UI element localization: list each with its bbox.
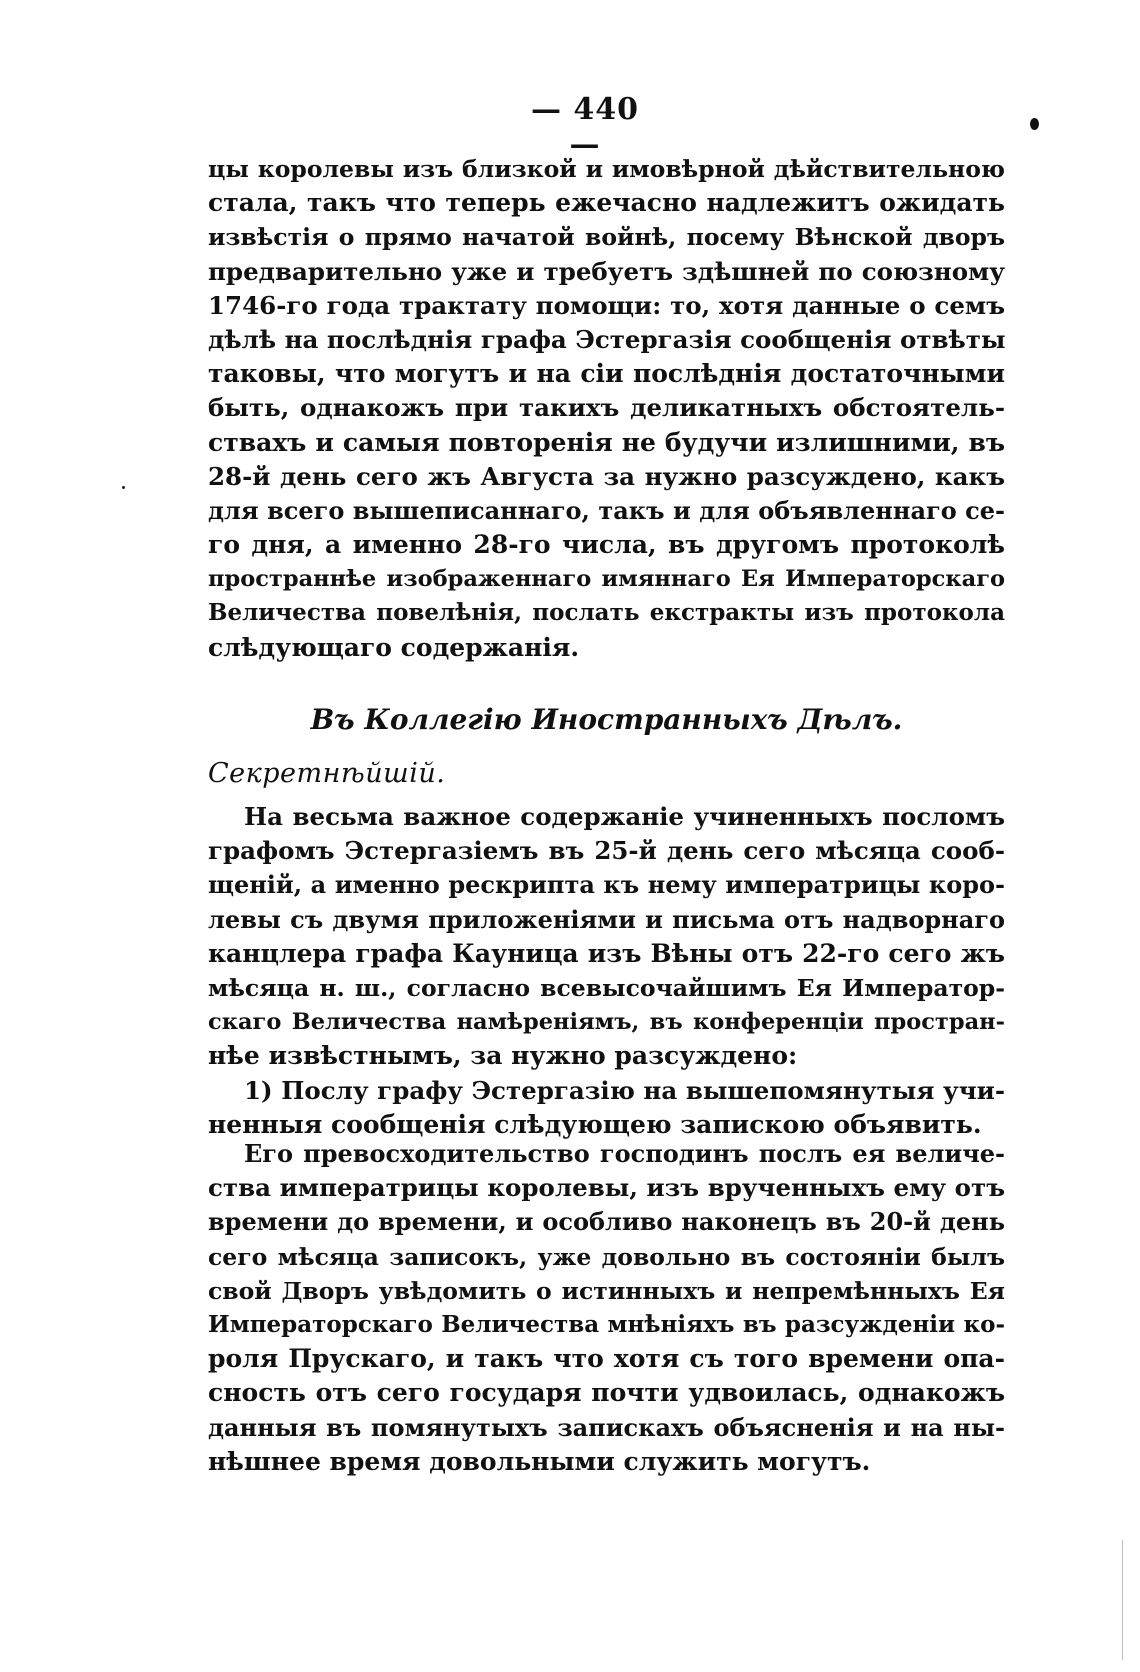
text-line: мѣсяца н. ш., согласно всевысочайшимъ Ея Император- [208,973,1005,1002]
ink-speck [122,486,125,489]
text-line: времени до времени, и особливо наконецъ въ 20-й день [208,1207,1005,1237]
page-edge-line [1122,1540,1123,1660]
text-line: Его превосходительство господинъ послъ ея величе- [244,1139,1005,1168]
text-line: ства императрицы королевы, изъ врученныхъ ему отъ [208,1173,1005,1203]
text-line: стала, такъ что теперь ежечасно надлежитъ ожидать [208,188,1005,218]
text-line: извѣстія о прямо начатой войнѣ, посему Вѣнской дворъ [208,223,1005,252]
text-line: нѣе извѣстнымъ, за нужно разсуждено: [208,1041,798,1071]
text-line: сего мѣсяца записокъ, уже довольно въ состояніи былъ [208,1242,1005,1271]
secret-label: Секретнѣйшій. [208,758,446,789]
text-line: быть, однакожъ при такихъ деликатныхъ обстоятель- [208,393,1005,423]
text-line: го дня, а именно 28-го числа, въ другомъ протоколѣ [208,530,1005,560]
text-line: нѣшнее время довольными служить могутъ. [208,1446,871,1476]
text-line: пространнѣе изображеннаго имяннаго Ея Императорскаго [208,566,1005,593]
text-line: роля Прускаго, и такъ что хотя съ того времени опа- [208,1344,1005,1374]
text-line: 1746-го года трактату помощи: то, хотя данные о семъ [208,290,1005,320]
paragraph-note [208,1137,1005,1479]
text-line: сность отъ сего государя почти удвоилась, однакожъ [208,1378,1005,1408]
text-line: Императорскаго Величества мнѣніяхъ въ разсужденіи ко- [208,1310,1005,1338]
text-line: цы королевы изъ близкой и имовѣрной дѣйствительною [208,155,1005,183]
text-line: слѣдующаго содержанія. [208,632,580,662]
text-line: скаго Величества намѣреніямъ, въ конференціи простран- [208,1009,1005,1036]
paragraph-continued [208,152,1005,665]
text-line: предварительно уже и требуетъ здѣшней по союзному [208,256,1005,286]
text-line: щеній, а именно рескрипта къ нему императрицы коро- [208,870,1005,900]
text-line: графомъ Эстергазіемъ въ 25-й день сего мѣсяца сооб- [208,836,1005,866]
page-number: — 440 — [530,92,640,162]
text-line: Величества повелѣнія, послать екстракты изъ протокола [208,599,1005,627]
paragraph-conference [208,800,1005,1142]
text-line: 28-й день сего жъ Августа за нужно разсуждено, какъ [208,461,1005,491]
text-line: 1) Послу графу Эстергазію на вышепомянутыя учи- [244,1075,1005,1105]
text-line: таковы, что могутъ и на сіи послѣднія достаточными [208,359,1005,389]
text-line: дѣлѣ на послѣднія графа Эстергазія сообщенія отвѣты [208,324,1006,354]
text-line: ненныя сообщенія слѣдующею запискою объявить. [208,1109,982,1139]
text-line: свой Дворъ увѣдомить о истинныхъ и непремѣнныхъ Ея [208,1276,1005,1305]
text-line: канцлера графа Кауница изъ Вѣны отъ 22-го сего жъ [208,938,1005,968]
ink-dot [1030,118,1039,130]
text-line: левы съ двумя приложеніями и письма отъ надворнаго [208,904,1005,934]
text-line: ствахъ и самыя повторенія не будучи излишними, въ [208,427,1005,457]
text-line: На весьма важное содержаніе учиненныхъ посломъ [244,802,1005,831]
section-heading: Въ Коллегію Иностранныхъ Дѣлъ. [310,703,903,736]
text-line: для всего вышеписаннаго, такъ и для объявленнаго се- [208,495,1005,525]
text-line: данныя въ помянутыхъ запискахъ объясненія и на ны- [208,1412,1005,1442]
